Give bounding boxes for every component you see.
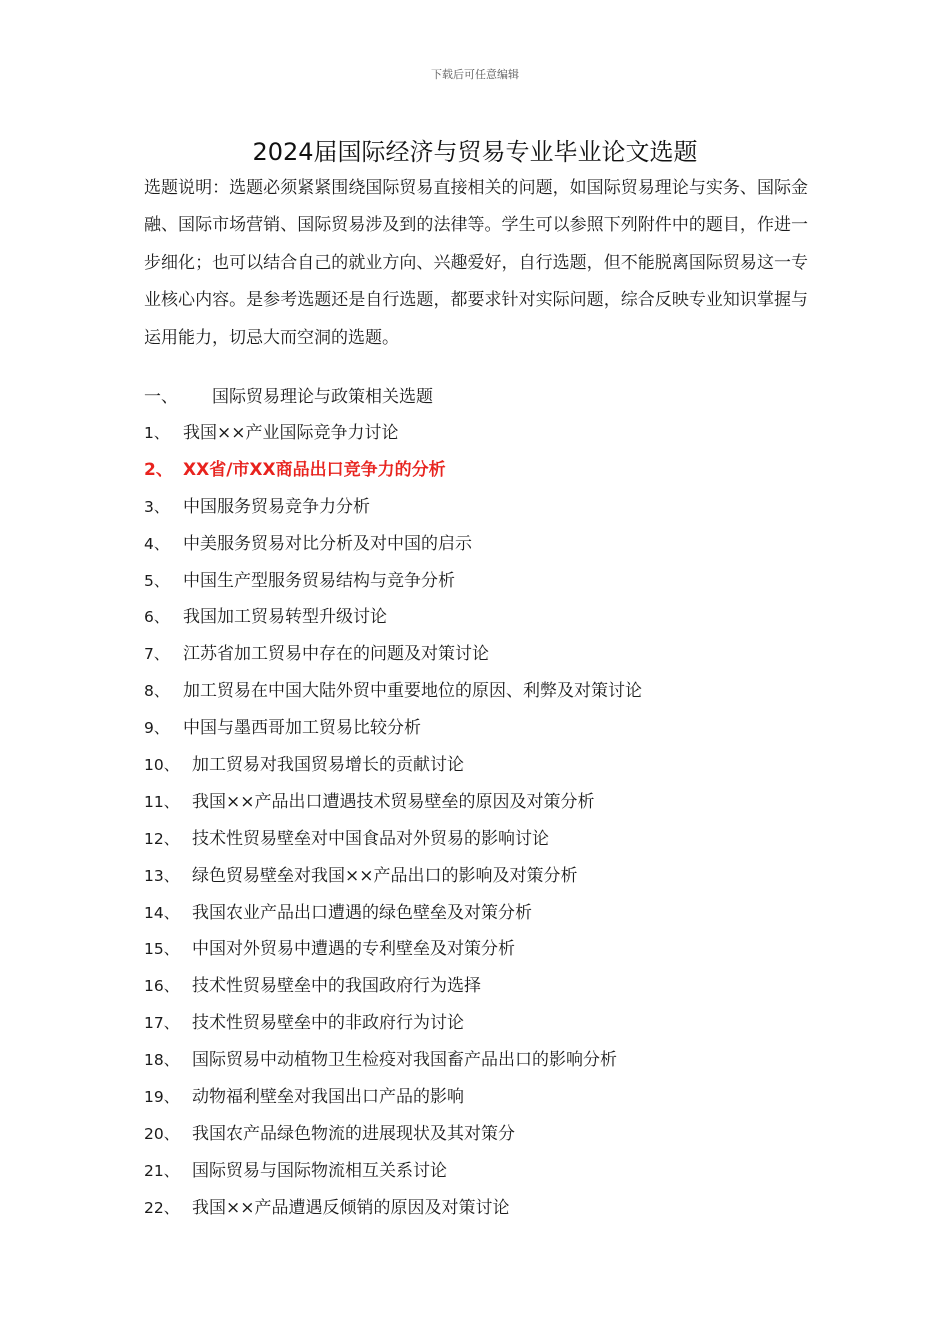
topic-number: 7、: [144, 645, 170, 664]
topic-text: 国际贸易中动植物卫生检疫对我国畜产品出口的影响分析: [192, 1050, 617, 1071]
topic-number: 15、: [144, 940, 180, 959]
topic-text: 我国加工贸易转型升级讨论: [183, 607, 387, 628]
topic-item: [144, 1009, 824, 1046]
topic-item: [144, 419, 824, 456]
topic-item: [144, 825, 824, 862]
topic-number: 6、: [144, 608, 170, 627]
topic-item: [144, 530, 824, 567]
topic-number: 10、: [144, 756, 180, 775]
topic-item: [144, 714, 824, 751]
topic-item: [144, 1157, 824, 1194]
topic-number: 9、: [144, 719, 170, 738]
topic-item: [144, 567, 824, 604]
topic-item: [144, 493, 824, 530]
topic-number: 4、: [144, 534, 170, 553]
topic-text: 技术性贸易壁垒对中国食品对外贸易的影响讨论: [192, 828, 549, 849]
topic-text: 技术性贸易壁垒中的非政府行为讨论: [192, 1013, 464, 1034]
topic-item: [144, 677, 824, 714]
topic-number: 14、: [144, 903, 180, 922]
topic-text: 中国服务贸易竞争力分析: [183, 496, 370, 517]
topic-text: 我国农产品绿色物流的进展现状及其对策分: [192, 1123, 515, 1144]
topic-text: 我国农业产品出口遭遇的绿色壁垒及对策分析: [192, 902, 532, 923]
topic-item: [144, 972, 824, 1009]
topic-number: 1、: [144, 424, 170, 442]
topic-number: 12、: [144, 829, 180, 848]
topic-number: 20、: [144, 1124, 180, 1143]
topic-item: [144, 788, 824, 825]
header-note: 下载后可任意编辑: [431, 68, 519, 81]
topic-number: 8、: [144, 682, 170, 701]
topic-text: 绿色贸易壁垒对我国××产品出口的影响及对策分析: [192, 865, 578, 886]
topic-item-highlighted: [144, 456, 824, 493]
topic-item: [144, 862, 824, 899]
topic-text: 国际贸易与国际物流相互关系讨论: [192, 1160, 447, 1181]
topic-text: 加工贸易对我国贸易增长的贡献讨论: [192, 755, 464, 776]
topic-text: 我国××产品出口遭遇技术贸易壁垒的原因及对策分析: [192, 791, 595, 812]
topic-text: XX省/市XX商品出口竞争力的分析: [183, 459, 446, 480]
topic-text: 加工贸易在中国大陆外贸中重要地位的原因、利弊及对策讨论: [183, 681, 642, 702]
topic-item: [144, 1083, 824, 1120]
topic-text: 动物福利壁垒对我国出口产品的影响: [192, 1087, 464, 1108]
topic-item: [144, 935, 824, 972]
topic-text: 我国××产业国际竞争力讨论: [183, 423, 399, 443]
topic-number: 3、: [144, 497, 170, 516]
section-title: 国际贸易理论与政策相关选题: [212, 387, 433, 407]
topic-number: 17、: [144, 1014, 180, 1033]
topic-text: 中国生产型服务贸易结构与竞争分析: [183, 570, 455, 591]
topic-number: 13、: [144, 866, 180, 885]
topic-number: 2、: [144, 459, 173, 480]
topic-number: 22、: [144, 1198, 180, 1217]
topic-text: 中国与墨西哥加工贸易比较分析: [183, 718, 421, 739]
section-number: 一、: [144, 387, 178, 407]
topic-text: 中美服务贸易对比分析及对中国的启示: [183, 533, 472, 554]
topic-text: 我国××产品遭遇反倾销的原因及对策讨论: [192, 1197, 510, 1218]
topic-item: [144, 1046, 824, 1083]
document-title: 2024届国际经济与贸易专业毕业论文选题: [252, 138, 698, 166]
topic-number: 16、: [144, 977, 180, 996]
topic-number: 19、: [144, 1088, 180, 1107]
topic-number: 18、: [144, 1051, 180, 1070]
topic-text: 中国对外贸易中遭遇的专利壁垒及对策分析: [192, 939, 515, 960]
topic-text: 江苏省加工贸易中存在的问题及对策讨论: [183, 644, 489, 665]
topic-item: [144, 899, 824, 936]
topic-list: [144, 419, 824, 1231]
topic-number: 11、: [144, 792, 180, 811]
topic-number: 21、: [144, 1161, 180, 1180]
intro-paragraph: 选题说明：选题必须紧紧围绕国际贸易直接相关的问题，如国际贸易理论与实务、国际金融、国际市场营销、国际贸易涉及到的法律等。学生可以参照下列附件中的题目，作进一步细化；也可以结合自己的就业方向、兴趣爱好，自行选题，但不能脱离国际贸易这一专业核心内容。是参考选题还是自行选题，都要求针对实际问题，综合反映专业知识掌握与运用能力，切忌大而空洞的选题。: [144, 178, 808, 348]
topic-number: 5、: [144, 571, 170, 590]
topic-item: [144, 1120, 824, 1157]
topic-item: [144, 751, 824, 788]
topic-item: [144, 1194, 824, 1231]
topic-item: [144, 640, 824, 677]
topic-item: [144, 603, 824, 640]
section-heading: [144, 383, 433, 411]
topic-text: 技术性贸易壁垒中的我国政府行为选择: [192, 976, 481, 997]
